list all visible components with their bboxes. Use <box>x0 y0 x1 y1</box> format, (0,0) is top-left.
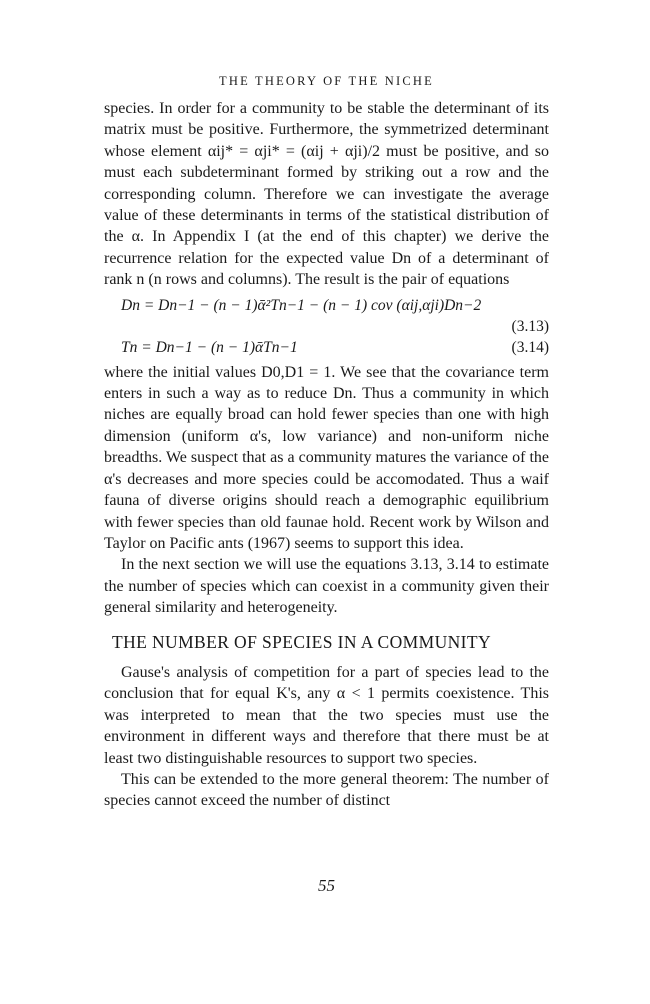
equation-3-14-number: (3.14) <box>511 338 549 356</box>
paragraph-4: Gause's analysis of competition for a part of species lead to the conclusion that for equal K's, any α < 1 permits coexistence. This was interpreted to mean that the two species must use the environment in different ways and therefore that there must be at least two distinguishable resources to support two species. <box>104 663 549 767</box>
equation-3-13 <box>104 295 549 316</box>
paragraph-3: In the next section we will use the equations 3.13, 3.14 to estimate the number of species which can coexist in a community given their general similarity and heterogeneity. <box>104 556 549 617</box>
equation-3-14 <box>104 337 549 358</box>
paragraph-2: where the initial values D0,D1 = 1. We see that the covariance term enters in such a way as to reduce Dn. Thus a community in which niches are equally broad can hold fewer species than one with high dimension (uniform α's, low variance) and non-uniform niche breadths. We suspect that as a community matures the variance of the α's decreases and more species could be accomodated. Thus a waif fauna of diverse origins should reach a demographic equilibrium with fewer species than old faunae hold. Recent work by Wilson and Taylor on Pacific ants (1967) seems to support this idea. <box>104 363 549 552</box>
section-heading: THE NUMBER OF SPECIES IN A COMMUNITY <box>112 631 492 652</box>
paragraph-5: This can be extended to the more general theorem: The number of species cannot exceed the number of distinct <box>104 770 549 810</box>
running-head: THE THEORY OF THE NICHE <box>219 74 434 88</box>
equation-3-14-math: Tn = Dn−1 − (n − 1)ᾱTn−1 <box>121 338 298 356</box>
paragraph-1: species. In order for a community to be stable the determinant of its matrix must be positive. Furthermore, the symmetrized determinant whose element αij* = αji* = (αij + αji)/2 must be positive, and so must each subdeterminant formed by striking out a row and the corresponding column. Therefore we can investigate the average value of these determinants in terms of the statistical distribution of the α. In Appendix I (at the end of this chapter) we derive the recurrence relation for the expected value Dn of a determinant of rank n (n rows and columns). The result is the pair of equations <box>104 100 549 289</box>
equation-3-13-math: Dn = Dn−1 − (n − 1)ᾱ²Tn−1 − (n − 1) cov (αij,αji)Dn−2 <box>121 296 482 314</box>
body-text <box>104 98 549 812</box>
page-number: 55 <box>318 876 335 895</box>
equation-3-13-number: (3.13) <box>511 317 549 335</box>
equation-block <box>104 295 549 358</box>
